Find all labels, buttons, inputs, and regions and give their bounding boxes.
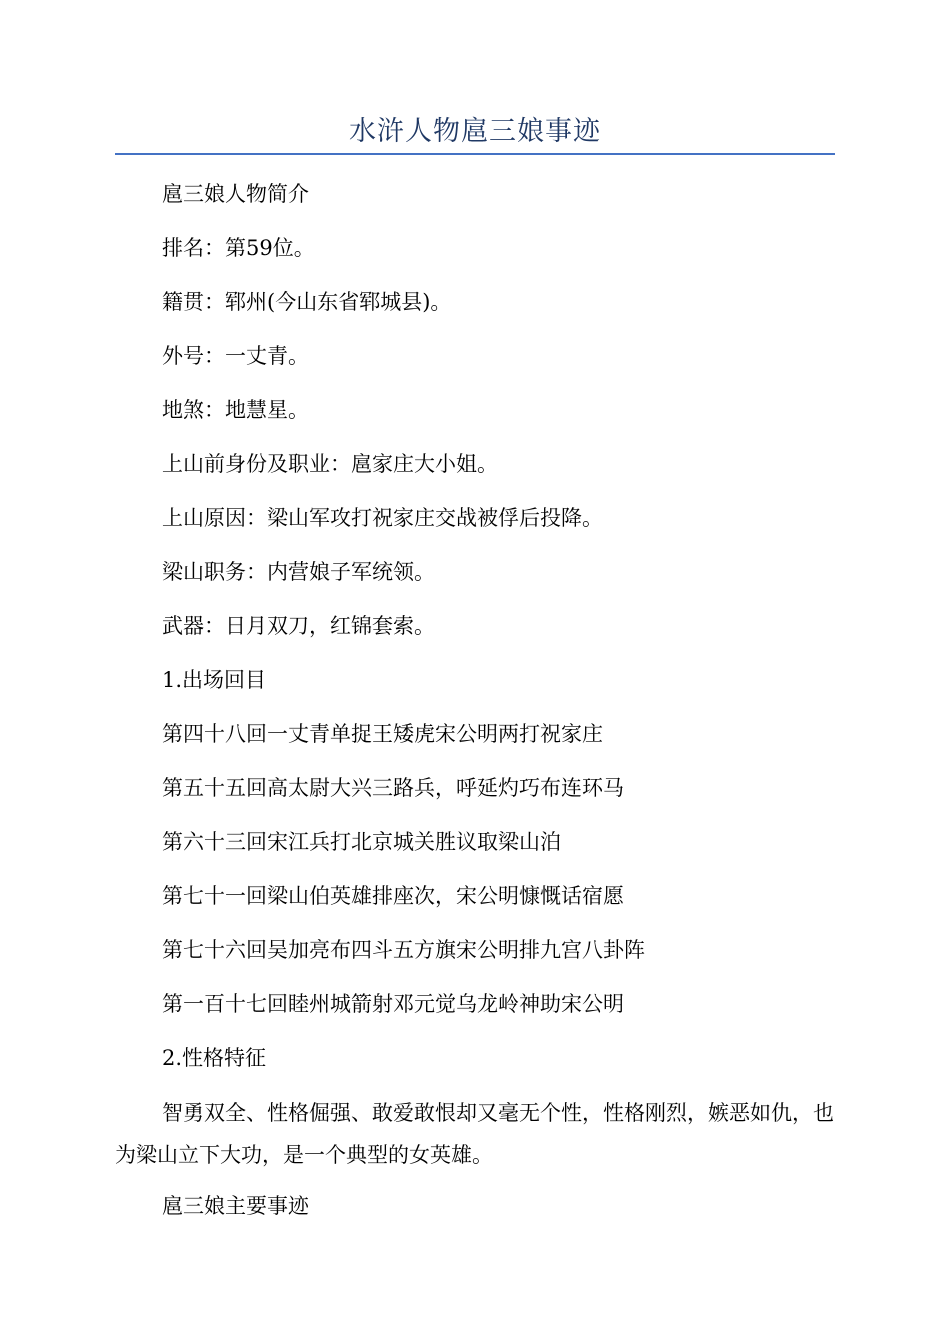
chapter-entry: 第五十五回高太尉大兴三路兵，呼延灼巧布连环马 bbox=[162, 776, 624, 800]
paragraph: 外号：一丈青。 bbox=[162, 344, 309, 368]
paragraph: 武器：日月双刀，红锦套索。 bbox=[162, 614, 435, 638]
chapter-entry: 第一百十七回睦州城箭射邓元觉乌龙岭神助宋公明 bbox=[162, 992, 624, 1016]
section-heading: 1.出场回目 bbox=[162, 668, 267, 692]
paragraph: 扈三娘主要事迹 bbox=[162, 1194, 309, 1218]
paragraph: 地煞：地慧星。 bbox=[162, 398, 309, 422]
chapter-entry: 第七十一回梁山伯英雄排座次，宋公明慷慨话宿愿 bbox=[162, 884, 624, 908]
document-title: 水浒人物扈三娘事迹 bbox=[349, 116, 601, 147]
paragraph: 籍贯：郓州(今山东省郓城县)。 bbox=[162, 290, 452, 314]
title-underline bbox=[115, 153, 835, 155]
paragraph: 上山前身份及职业：扈家庄大小姐。 bbox=[162, 452, 498, 476]
paragraph: 上山原因：梁山军攻打祝家庄交战被俘后投降。 bbox=[162, 506, 603, 530]
section-heading: 2.性格特征 bbox=[162, 1046, 267, 1070]
paragraph: 智勇双全、性格倔强、敢爱敢恨却又毫无个性，性格刚烈，嫉恶如仇，也为梁山立下大功，是一个典型的女英雄。 bbox=[115, 1101, 834, 1167]
chapter-entry: 第四十八回一丈青单捉王矮虎宋公明两打祝家庄 bbox=[162, 722, 603, 746]
paragraph: 扈三娘人物简介 bbox=[162, 182, 309, 206]
paragraph: 排名：第59位。 bbox=[162, 236, 315, 260]
paragraph: 梁山职务：内营娘子军统领。 bbox=[162, 560, 435, 584]
chapter-entry: 第七十六回吴加亮布四斗五方旗宋公明排九宫八卦阵 bbox=[162, 938, 645, 962]
chapter-entry: 第六十三回宋江兵打北京城关胜议取梁山泊 bbox=[162, 830, 561, 854]
